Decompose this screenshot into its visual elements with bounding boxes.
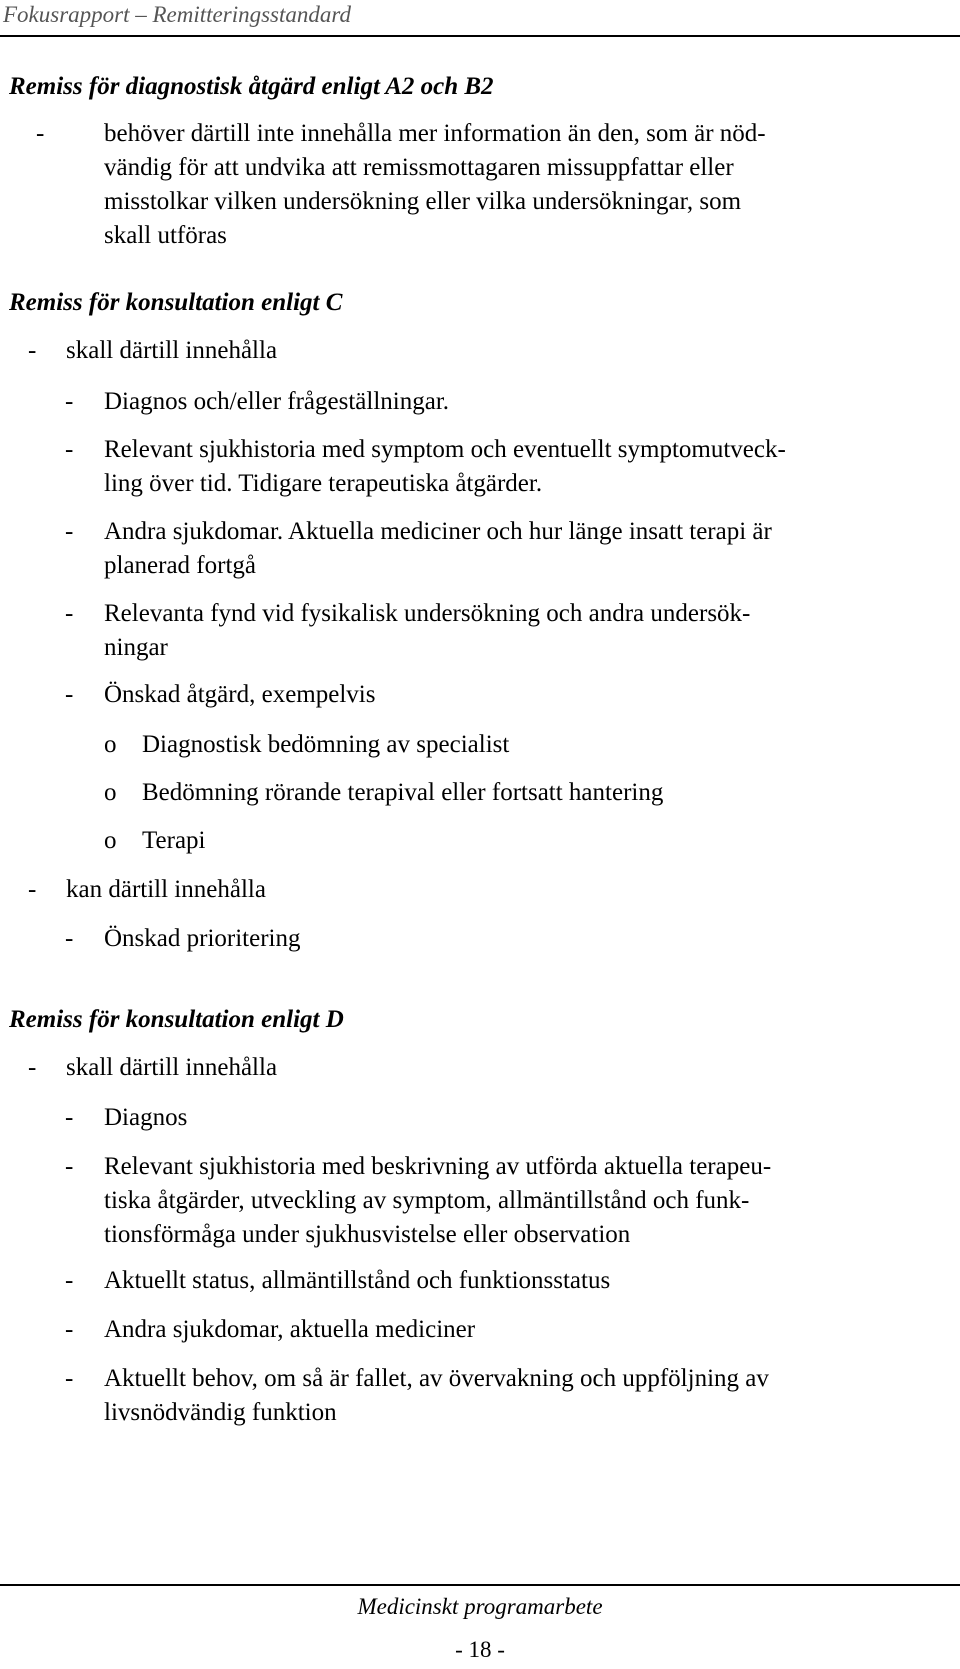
text-line: skall utföras: [104, 222, 227, 249]
text-line: livsnödvändig funktion: [104, 1399, 337, 1426]
list-item-c-skall: [28, 334, 277, 368]
text-line: tionsförmåga under sjukhusvistelse eller observation: [104, 1221, 631, 1248]
text-line: Aktuellt status, allmäntillstånd och funktionsstatus: [104, 1267, 611, 1294]
text-line: ling över tid. Tidigare terapeutiska åtgärder.: [104, 470, 543, 497]
text-line: tiska åtgärder, utveckling av symptom, allmäntillstånd och funk-: [104, 1187, 750, 1214]
list-item-d-status: [65, 1264, 610, 1298]
list-dash: -: [28, 876, 37, 903]
text-line: Önskad prioritering: [104, 925, 301, 952]
text-line: Diagnos och/eller frågeställningar.: [104, 388, 450, 415]
text-line: planerad fortgå: [104, 552, 257, 579]
text-line: Diagnos: [104, 1104, 188, 1131]
text-line: Relevant sjukhistoria med symptom och eventuellt symptomutveck-: [104, 436, 786, 463]
list-item-a2b2-information: [36, 117, 766, 253]
list-dash: -: [65, 1365, 74, 1392]
text-line: behöver därtill inte innehålla mer information än den, som är nöd-: [104, 120, 766, 147]
sublist-item-diagnostisk-bedomning: [104, 728, 509, 762]
list-item-d-andra-sjukdomar: [65, 1313, 475, 1347]
footer-divider: [0, 1584, 960, 1586]
text-line: Relevanta fynd vid fysikalisk undersökning och andra undersök-: [104, 600, 751, 627]
text-line: Andra sjukdomar, aktuella mediciner: [104, 1316, 476, 1343]
text-line: kan därtill innehålla: [66, 876, 266, 903]
text-line: Önskad åtgärd, exempelvis: [104, 681, 376, 708]
list-dash: -: [65, 681, 74, 708]
running-footer: Medicinskt programarbete: [357, 1594, 603, 1619]
text-line: Aktuellt behov, om så är fallet, av övervakning och uppföljning av: [104, 1365, 769, 1392]
list-item-d-behov: [65, 1362, 769, 1430]
list-dash: -: [36, 120, 45, 147]
list-dash: -: [65, 518, 74, 545]
list-item-c-prioritering: [65, 922, 300, 956]
sublist-item-bedomning-terapival: [104, 776, 663, 810]
list-dash: -: [65, 600, 74, 627]
heading-a2-b2: Remiss för diagnostisk åtgärd enligt A2 och B2: [9, 73, 494, 100]
text-line: Andra sjukdomar. Aktuella mediciner och hur länge insatt terapi är: [104, 518, 772, 545]
page-number: - 18 -: [455, 1637, 505, 1662]
list-dash: -: [65, 388, 74, 415]
list-dash: -: [28, 337, 37, 364]
text-line: Bedömning rörande terapival eller fortsatt hantering: [142, 779, 664, 806]
list-bullet-o: o: [104, 731, 117, 758]
list-item-c-diagnos: [65, 385, 449, 419]
list-dash: -: [65, 436, 74, 463]
heading-konsultation-d: Remiss för konsultation enligt D: [9, 1006, 344, 1033]
list-item-d-diagnos: [65, 1101, 187, 1135]
text-line: Diagnostisk bedömning av specialist: [142, 731, 510, 758]
list-bullet-o: o: [104, 779, 117, 806]
list-dash: -: [28, 1054, 37, 1081]
text-line: misstolkar vilken undersökning eller vilka undersökningar, som: [104, 188, 742, 215]
list-item-c-onskad-atgard: [65, 678, 375, 712]
text-line: skall därtill innehålla: [66, 337, 278, 364]
list-item-d-skall: [28, 1051, 277, 1085]
header-divider: [0, 35, 960, 37]
sublist-item-terapi: [104, 824, 206, 858]
list-item-c-kan: [28, 873, 266, 907]
text-line: Terapi: [142, 827, 206, 854]
heading-konsultation-c: Remiss för konsultation enligt C: [9, 289, 343, 316]
list-item-c-andra-sjukdomar: [65, 515, 772, 583]
text-line: ningar: [104, 634, 168, 661]
list-dash: -: [65, 1153, 74, 1180]
list-item-c-fynd: [65, 597, 750, 665]
list-dash: -: [65, 1316, 74, 1343]
list-item-c-sjukhistoria: [65, 433, 786, 501]
list-dash: -: [65, 925, 74, 952]
text-line: Relevant sjukhistoria med beskrivning av utförda aktuella terapeu-: [104, 1153, 772, 1180]
list-bullet-o: o: [104, 827, 117, 854]
text-line: vändig för att undvika att remissmottagaren missuppfattar eller: [104, 154, 734, 181]
text-line: skall därtill innehålla: [66, 1054, 278, 1081]
running-header: Fokusrapport – Remitteringsstandard: [3, 2, 351, 27]
list-dash: -: [65, 1267, 74, 1294]
list-item-d-sjukhistoria: [65, 1150, 771, 1252]
list-dash: -: [65, 1104, 74, 1131]
